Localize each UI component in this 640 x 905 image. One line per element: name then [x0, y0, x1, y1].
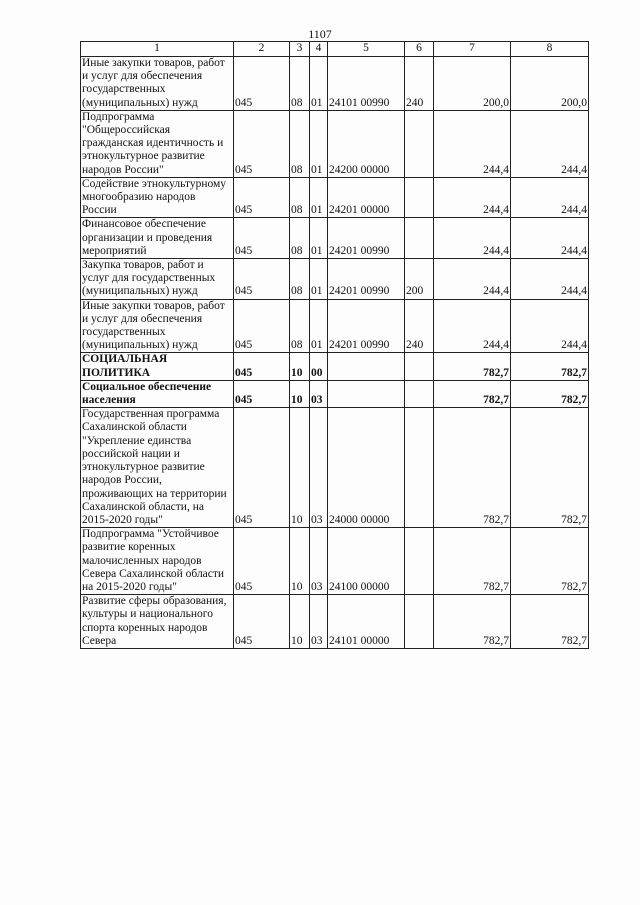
row-name-cell: Иные закупки товаров, работ и услуг для обеспечения государственных (муниципальных) нужд [81, 299, 234, 353]
target-article-cell: 24200 00000 [328, 110, 405, 177]
target-article-cell: 24201 00990 [328, 218, 405, 259]
amount-cell: 244,4 [511, 110, 589, 177]
expense-type-cell [405, 528, 434, 595]
target-article-cell: 24101 00000 [328, 595, 405, 649]
amount-cell: 244,4 [511, 177, 589, 218]
budget-table [80, 41, 589, 649]
table-row [81, 218, 589, 259]
expense-type-cell [405, 110, 434, 177]
amount-cell: 244,4 [511, 218, 589, 259]
amount-cell: 244,4 [434, 218, 511, 259]
target-article-cell [328, 353, 405, 380]
section-code-cell: 10 [290, 595, 310, 649]
amount-cell: 244,4 [434, 177, 511, 218]
row-name-cell: Подпрограмма "Общероссийская гражданская идентичность и этнокультурное развитие народов России" [81, 110, 234, 177]
amount-cell: 244,4 [511, 259, 589, 300]
section-code-cell: 08 [290, 57, 310, 111]
subsection-code-cell: 01 [310, 218, 328, 259]
target-article-cell: 24201 00990 [328, 259, 405, 300]
target-article-cell: 24000 00000 [328, 408, 405, 528]
expense-type-cell [405, 408, 434, 528]
ministry-code-cell: 045 [234, 177, 290, 218]
row-name-cell: Иные закупки товаров, работ и услуг для обеспечения государственных (муниципальных) нужд [81, 57, 234, 111]
subsection-code-cell: 01 [310, 110, 328, 177]
row-name-cell: Подпрограмма "Устойчивое развитие коренных малочисленных народов Севера Сахалинской области на 2015-2020 годы" [81, 528, 234, 595]
ministry-code-cell: 045 [234, 528, 290, 595]
ministry-code-cell: 045 [234, 110, 290, 177]
row-name-cell: Развитие сферы образования, культуры и национального спорта коренных народов Севера [81, 595, 234, 649]
target-article-cell [328, 380, 405, 407]
amount-cell: 244,4 [434, 110, 511, 177]
subsection-code-cell: 00 [310, 353, 328, 380]
section-code-cell: 08 [290, 218, 310, 259]
amount-cell: 244,4 [511, 299, 589, 353]
header-cell: 1 [81, 42, 234, 57]
section-code-cell: 08 [290, 299, 310, 353]
row-name-cell: Финансовое обеспечение организации и проведения мероприятий [81, 218, 234, 259]
table-row [81, 380, 589, 407]
header-cell: 2 [234, 42, 290, 57]
subsection-code-cell: 01 [310, 57, 328, 111]
ministry-code-cell: 045 [234, 353, 290, 380]
amount-cell: 244,4 [434, 259, 511, 300]
expense-type-cell: 240 [405, 57, 434, 111]
section-code-cell: 08 [290, 110, 310, 177]
table-row [81, 528, 589, 595]
ministry-code-cell: 045 [234, 380, 290, 407]
amount-cell: 782,7 [511, 528, 589, 595]
section-code-cell: 10 [290, 408, 310, 528]
amount-cell: 782,7 [511, 353, 589, 380]
subsection-code-cell: 03 [310, 528, 328, 595]
table-row [81, 595, 589, 649]
table-header-row [81, 42, 589, 57]
row-name-cell: Социальное обеспечение населения [81, 380, 234, 407]
amount-cell: 782,7 [434, 595, 511, 649]
row-name-cell: Закупка товаров, работ и услуг для государственных (муниципальных) нужд [81, 259, 234, 300]
header-cell: 6 [405, 42, 434, 57]
ministry-code-cell: 045 [234, 408, 290, 528]
subsection-code-cell: 03 [310, 408, 328, 528]
ministry-code-cell: 045 [234, 218, 290, 259]
subsection-code-cell: 01 [310, 177, 328, 218]
subsection-code-cell: 03 [310, 595, 328, 649]
section-code-cell: 10 [290, 528, 310, 595]
amount-cell: 200,0 [434, 57, 511, 111]
expense-type-cell [405, 380, 434, 407]
row-name-cell: СОЦИАЛЬНАЯ ПОЛИТИКА [81, 353, 234, 380]
header-cell: 8 [511, 42, 589, 57]
section-code-cell: 08 [290, 177, 310, 218]
amount-cell: 782,7 [511, 595, 589, 649]
section-code-cell: 10 [290, 353, 310, 380]
table-row [81, 259, 589, 300]
ministry-code-cell: 045 [234, 259, 290, 300]
amount-cell: 244,4 [434, 299, 511, 353]
table-row [81, 177, 589, 218]
table-row [81, 57, 589, 111]
ministry-code-cell: 045 [234, 57, 290, 111]
ministry-code-cell: 045 [234, 299, 290, 353]
expense-type-cell: 200 [405, 259, 434, 300]
subsection-code-cell: 01 [310, 259, 328, 300]
amount-cell: 782,7 [434, 353, 511, 380]
table-row [81, 353, 589, 380]
target-article-cell: 24100 00000 [328, 528, 405, 595]
amount-cell: 782,7 [511, 408, 589, 528]
amount-cell: 782,7 [434, 408, 511, 528]
target-article-cell: 24201 00990 [328, 299, 405, 353]
table-row [81, 408, 589, 528]
table-row [81, 299, 589, 353]
expense-type-cell [405, 595, 434, 649]
table-row [81, 110, 589, 177]
row-name-cell: Государственная программа Сахалинской области "Укрепление единства российской нации и этнокультурное развитие народов России, проживающих на территории Сахалинской области, на 2015-2020 годы" [81, 408, 234, 528]
header-cell: 7 [434, 42, 511, 57]
subsection-code-cell: 03 [310, 380, 328, 407]
expense-type-cell: 240 [405, 299, 434, 353]
expense-type-cell [405, 177, 434, 218]
expense-type-cell [405, 353, 434, 380]
section-code-cell: 08 [290, 259, 310, 300]
page-number: 1107 [308, 27, 332, 41]
amount-cell: 782,7 [434, 380, 511, 407]
header-cell: 5 [328, 42, 405, 57]
amount-cell: 782,7 [511, 380, 589, 407]
section-code-cell: 10 [290, 380, 310, 407]
ministry-code-cell: 045 [234, 595, 290, 649]
subsection-code-cell: 01 [310, 299, 328, 353]
amount-cell: 200,0 [511, 57, 589, 111]
amount-cell: 782,7 [434, 528, 511, 595]
target-article-cell: 24101 00990 [328, 57, 405, 111]
header-cell: 3 [290, 42, 310, 57]
row-name-cell: Содействие этнокультурному многообразию народов России [81, 177, 234, 218]
header-cell: 4 [310, 42, 328, 57]
target-article-cell: 24201 00000 [328, 177, 405, 218]
expense-type-cell [405, 218, 434, 259]
